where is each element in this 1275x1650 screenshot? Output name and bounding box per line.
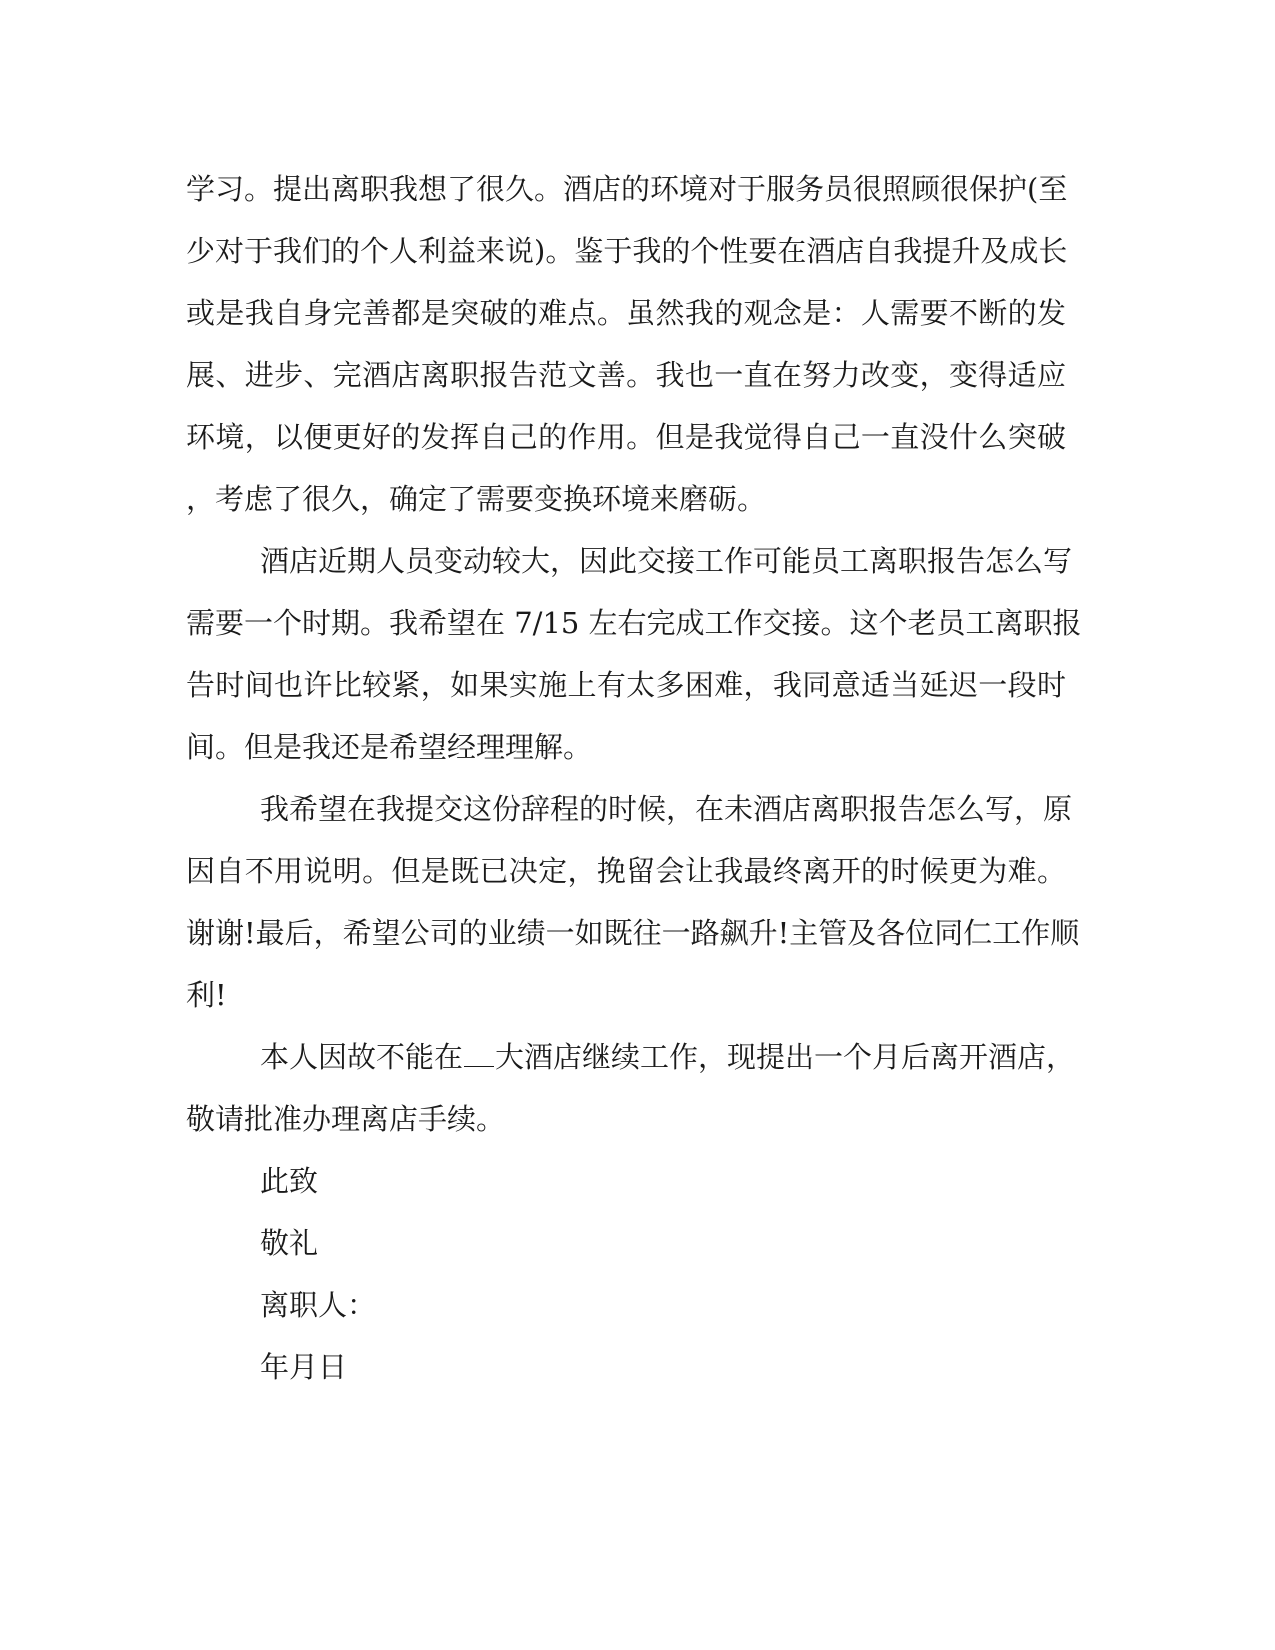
paragraph-line: 或是我自身完善都是突破的难点。虽然我的观念是：人需要不断的发 (186, 296, 1066, 330)
paragraph-line: 敬请批准办理离店手续。 (186, 1102, 506, 1136)
salutation: 此致 (260, 1164, 319, 1198)
paragraph-line: 展、进步、完酒店离职报告范文善。我也一直在努力改变，变得适应 (186, 358, 1066, 392)
paragraph-line: 谢谢!最后，希望公司的业绩一如既往一路飙升!主管及各位同仁工作顺 (186, 916, 1080, 950)
paragraph-line: 环境，以便更好的发挥自己的作用。但是我觉得自己一直没什么突破 (186, 420, 1066, 454)
paragraph-line: 学习。提出离职我想了很久。酒店的环境对于服务员很照顾很保护(至 (186, 172, 1068, 206)
paragraph-2 (186, 530, 1082, 778)
paragraph-line: 间。但是我还是希望经理理解。 (186, 730, 593, 764)
paragraph-line: 利! (186, 978, 227, 1012)
paragraph-line: 我希望在我提交这份辞程的时候，在未酒店离职报告怎么写，原 (260, 792, 1073, 826)
fill-in-blank (464, 1044, 494, 1067)
paragraph-line: 少对于我们的个人利益来说)。鉴于我的个性要在酒店自我提升及成长 (186, 234, 1068, 268)
letter-body (186, 158, 1082, 1398)
paragraph-line: 酒店近期人员变动较大，因此交接工作可能员工离职报告怎么写 (260, 544, 1073, 578)
paragraph-4 (186, 1026, 1076, 1150)
paragraph-line: 需要一个时期。我希望在 7/15 左右完成工作交接。这个老员工离职报 (186, 606, 1082, 640)
paragraph-line: 告时间也许比较紧，如果实施上有太多困难，我同意适当延迟一段时 (186, 668, 1066, 702)
closing-block (186, 1150, 1066, 1398)
paragraph-1 (186, 158, 1066, 530)
paragraph-line (186, 1026, 1076, 1088)
paragraph-line: ，考虑了很久，确定了需要变换环境来磨砺。 (186, 482, 767, 516)
line-text-before-blank: 本人因故不能在 (260, 1040, 464, 1074)
regards: 敬礼 (260, 1226, 319, 1260)
paragraph-3 (186, 778, 1080, 1026)
line-text-after-blank: 大酒店继续工作，现提出一个月后离开酒店， (495, 1040, 1076, 1074)
date-label: 年月日 (260, 1350, 348, 1384)
paragraph-line: 因自不用说明。但是既已决定，挽留会让我最终离开的时候更为难。 (186, 854, 1066, 888)
signer-label: 离职人： (260, 1288, 377, 1322)
